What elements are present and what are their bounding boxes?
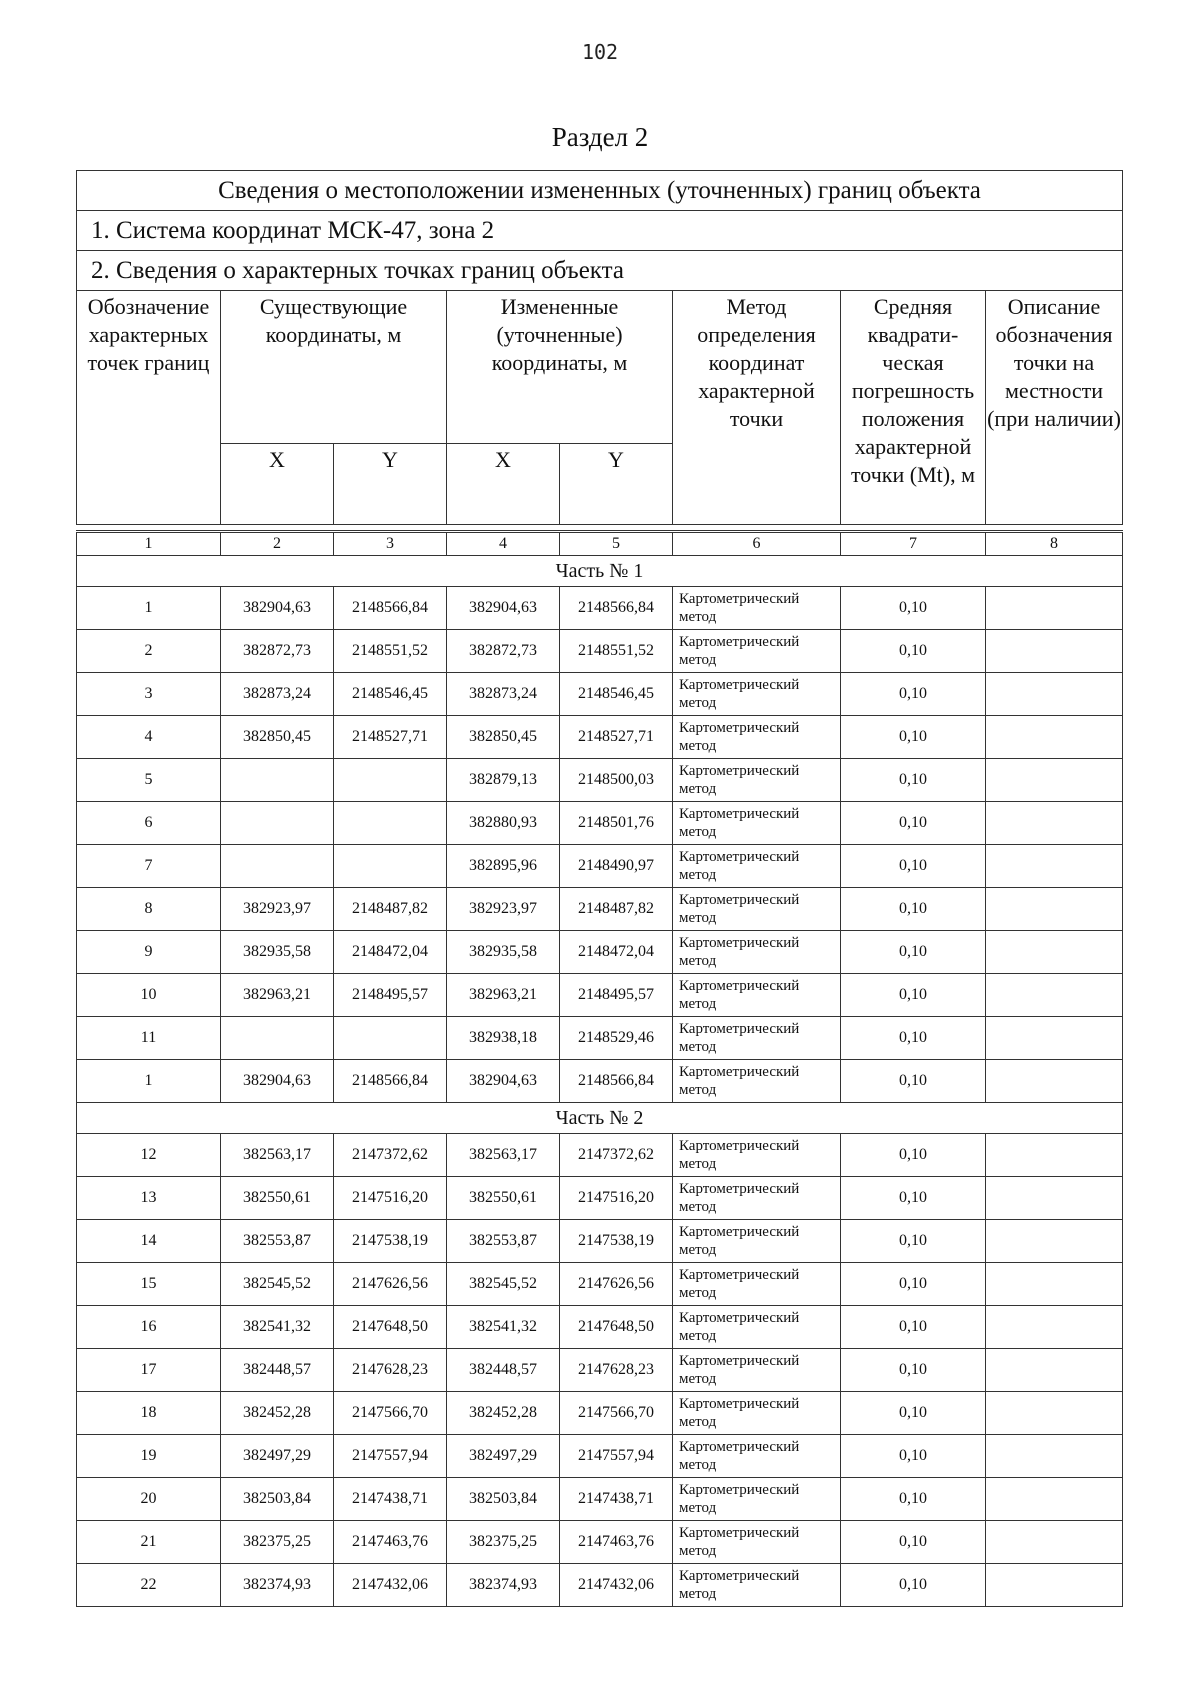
existing-y-cell [334,1017,447,1060]
method-text-line1: Картометрический [679,849,800,865]
point-number-cell: 1 [77,1060,221,1103]
method-text-line2: метод [679,1199,717,1215]
existing-x-cell: 382563,17 [221,1134,334,1177]
changed-y-cell: 2147463,76 [560,1521,673,1564]
changed-x-cell: 382880,93 [447,802,560,845]
point-number-cell: 16 [77,1306,221,1349]
description-cell [986,931,1123,974]
method-cell [673,1263,841,1306]
method-text-line2: метод [679,738,717,754]
existing-x-cell: 382850,45 [221,716,334,759]
method-text-line2: метод [679,1285,717,1301]
table-row [77,673,1123,716]
method-text-line1: Картометрический [679,1310,800,1326]
existing-x-cell [221,845,334,888]
method-cell [673,759,841,802]
description-cell [986,974,1123,1017]
description-cell [986,845,1123,888]
column-number: 6 [673,532,841,556]
changed-x-cell: 382545,52 [447,1263,560,1306]
existing-x-cell [221,802,334,845]
column-number: 1 [77,532,221,556]
header-existing-coordinates: Существующие координаты, м [221,291,447,444]
point-number-cell: 20 [77,1478,221,1521]
table-row [77,1392,1123,1435]
existing-y-cell [334,759,447,802]
point-number-cell: 9 [77,931,221,974]
header-changed-coordinates: Измененные (уточненные) координаты, м [447,291,673,444]
changed-y-cell: 2147628,23 [560,1349,673,1392]
existing-y-cell: 2148487,82 [334,888,447,931]
method-text-line2: метод [679,1543,717,1559]
description-cell [986,630,1123,673]
point-number-cell: 12 [77,1134,221,1177]
point-number-cell: 15 [77,1263,221,1306]
method-text-line1: Картометрический [679,978,800,994]
method-cell [673,802,841,845]
column-number-row [77,532,1123,556]
existing-y-cell: 2147628,23 [334,1349,447,1392]
description-cell [986,802,1123,845]
changed-x-cell: 382448,57 [447,1349,560,1392]
points-info-line: 2. Сведения о характерных точках границ объекта [77,251,1123,291]
table-row [77,888,1123,931]
mean-error-cell: 0,10 [841,630,986,673]
table-row [77,931,1123,974]
table-row [77,716,1123,759]
method-cell [673,974,841,1017]
changed-x-cell: 382904,63 [447,1060,560,1103]
changed-x-cell: 382503,84 [447,1478,560,1521]
table-row [77,1220,1123,1263]
method-text-line2: метод [679,609,717,625]
table-row [77,1564,1123,1607]
description-cell [986,1435,1123,1478]
method-text-line1: Картометрический [679,720,800,736]
method-text-line2: метод [679,1039,717,1055]
changed-y-cell: 2148551,52 [560,630,673,673]
method-text-line1: Картометрический [679,1064,800,1080]
method-text-line2: метод [679,1328,717,1344]
point-number-cell: 14 [77,1220,221,1263]
method-cell [673,1564,841,1607]
point-number-cell: 19 [77,1435,221,1478]
existing-x-cell: 382904,63 [221,587,334,630]
description-cell [986,587,1123,630]
changed-x-cell: 382963,21 [447,974,560,1017]
table-row [77,1017,1123,1060]
changed-x-cell: 382374,93 [447,1564,560,1607]
existing-y-cell [334,845,447,888]
column-number: 3 [334,532,447,556]
mean-error-cell: 0,10 [841,1306,986,1349]
mean-error-cell: 0,10 [841,1521,986,1564]
column-number: 5 [560,532,673,556]
mean-error-cell: 0,10 [841,1017,986,1060]
part-header-row [77,556,1123,587]
method-text-line2: метод [679,910,717,926]
existing-y-cell: 2148472,04 [334,931,447,974]
point-number-cell: 6 [77,802,221,845]
changed-x-cell: 382850,45 [447,716,560,759]
table-row [77,1060,1123,1103]
existing-y-cell: 2148546,45 [334,673,447,716]
description-cell [986,1177,1123,1220]
mean-error-cell: 0,10 [841,673,986,716]
existing-x-cell: 382374,93 [221,1564,334,1607]
mean-error-cell: 0,10 [841,1263,986,1306]
existing-y-cell: 2148566,84 [334,1060,447,1103]
changed-x-cell: 382550,61 [447,1177,560,1220]
point-number-cell: 5 [77,759,221,802]
changed-x-cell: 382938,18 [447,1017,560,1060]
table-row [77,1177,1123,1220]
changed-y-cell: 2148500,03 [560,759,673,802]
method-text-line2: метод [679,652,717,668]
point-number-cell: 17 [77,1349,221,1392]
point-number-cell: 21 [77,1521,221,1564]
mean-error-cell: 0,10 [841,1435,986,1478]
method-text-line1: Картометрический [679,1021,800,1037]
changed-x-cell: 382895,96 [447,845,560,888]
point-number-cell: 7 [77,845,221,888]
mean-error-cell: 0,10 [841,931,986,974]
method-text-line2: метод [679,1082,717,1098]
description-cell [986,1564,1123,1607]
changed-y-cell: 2148487,82 [560,888,673,931]
method-cell [673,1521,841,1564]
existing-y-cell: 2147557,94 [334,1435,447,1478]
mean-error-cell: 0,10 [841,1478,986,1521]
method-text-line2: метод [679,867,717,883]
method-text-line2: метод [679,695,717,711]
method-text-line2: метод [679,1500,717,1516]
existing-x-cell: 382541,32 [221,1306,334,1349]
method-cell [673,931,841,974]
column-number: 4 [447,532,560,556]
description-cell [986,759,1123,802]
header-mean-error: Средняя квадрати-ческая погрешность положения характерной точки (Mt), м [841,291,986,525]
changed-y-cell: 2148490,97 [560,845,673,888]
existing-x-cell [221,1017,334,1060]
existing-y-cell: 2147463,76 [334,1521,447,1564]
changed-x-cell: 382553,87 [447,1220,560,1263]
description-cell [986,673,1123,716]
description-cell [986,1478,1123,1521]
changed-y-cell: 2147566,70 [560,1392,673,1435]
mean-error-cell: 0,10 [841,1349,986,1392]
method-cell [673,845,841,888]
table-row [77,1478,1123,1521]
existing-x-cell: 382497,29 [221,1435,334,1478]
mean-error-cell: 0,10 [841,1177,986,1220]
column-number: 2 [221,532,334,556]
mean-error-cell: 0,10 [841,716,986,759]
existing-x-cell: 382963,21 [221,974,334,1017]
column-number: 8 [986,532,1123,556]
method-text-line1: Картометрический [679,634,800,650]
mean-error-cell: 0,10 [841,888,986,931]
header-point-designation: Обозначение характерных точек границ [77,291,221,525]
changed-x-cell: 382563,17 [447,1134,560,1177]
method-text-line1: Картометрический [679,591,800,607]
table-row [77,1263,1123,1306]
existing-x-cell: 382923,97 [221,888,334,931]
existing-y-cell: 2147648,50 [334,1306,447,1349]
existing-x-cell: 382448,57 [221,1349,334,1392]
table-row [77,974,1123,1017]
method-cell [673,1134,841,1177]
description-cell [986,1263,1123,1306]
table-title: Сведения о местоположении измененных (уточненных) границ объекта [77,171,1123,211]
method-text-line2: метод [679,953,717,969]
existing-x-cell: 382375,25 [221,1521,334,1564]
table-row [77,802,1123,845]
method-text-line1: Картометрический [679,1224,800,1240]
method-cell [673,587,841,630]
description-cell [986,1220,1123,1263]
point-number-cell: 13 [77,1177,221,1220]
description-cell [986,1521,1123,1564]
point-number-cell: 3 [77,673,221,716]
table-row [77,1134,1123,1177]
changed-y-cell: 2148546,45 [560,673,673,716]
description-cell [986,1349,1123,1392]
point-number-cell: 1 [77,587,221,630]
coordinate-system-line: 1. Система координат МСК-47, зона 2 [77,211,1123,251]
existing-x-cell: 382503,84 [221,1478,334,1521]
header-changed-y: Y [560,444,673,525]
method-cell [673,1177,841,1220]
points-table-body [77,532,1123,1607]
method-text-line1: Картометрический [679,935,800,951]
point-number-cell: 11 [77,1017,221,1060]
changed-y-cell: 2147648,50 [560,1306,673,1349]
existing-x-cell: 382935,58 [221,931,334,974]
method-text-line1: Картометрический [679,1138,800,1154]
description-cell [986,1392,1123,1435]
method-text-line1: Картометрический [679,892,800,908]
method-text-line2: метод [679,781,717,797]
column-number: 7 [841,532,986,556]
changed-x-cell: 382497,29 [447,1435,560,1478]
table-row [77,759,1123,802]
existing-y-cell: 2148566,84 [334,587,447,630]
header-changed-x: X [447,444,560,525]
method-cell [673,716,841,759]
point-number-cell: 4 [77,716,221,759]
changed-y-cell: 2148529,46 [560,1017,673,1060]
existing-x-cell: 382452,28 [221,1392,334,1435]
method-text-line1: Картометрический [679,1525,800,1541]
header-existing-x: X [221,444,334,525]
changed-x-cell: 382935,58 [447,931,560,974]
method-text-line2: метод [679,824,717,840]
method-cell [673,1349,841,1392]
mean-error-cell: 0,10 [841,1392,986,1435]
description-cell [986,1134,1123,1177]
existing-x-cell: 382545,52 [221,1263,334,1306]
table-row [77,1349,1123,1392]
existing-y-cell: 2148551,52 [334,630,447,673]
method-cell [673,1435,841,1478]
mean-error-cell: 0,10 [841,1220,986,1263]
mean-error-cell: 0,10 [841,802,986,845]
description-cell [986,1017,1123,1060]
method-text-line1: Картометрический [679,806,800,822]
method-cell [673,1017,841,1060]
description-cell [986,716,1123,759]
existing-y-cell: 2147372,62 [334,1134,447,1177]
mean-error-cell: 0,10 [841,974,986,1017]
header-description: Описание обозначения точки на местности (при наличии) [986,291,1123,525]
changed-y-cell: 2147438,71 [560,1478,673,1521]
mean-error-cell: 0,10 [841,759,986,802]
changed-y-cell: 2147516,20 [560,1177,673,1220]
header-method: Метод определения координат характерной точки [673,291,841,525]
existing-x-cell: 382873,24 [221,673,334,716]
existing-y-cell [334,802,447,845]
changed-y-cell: 2148472,04 [560,931,673,974]
method-cell [673,1478,841,1521]
description-cell [986,1306,1123,1349]
existing-y-cell: 2147432,06 [334,1564,447,1607]
method-cell [673,1392,841,1435]
method-text-line2: метод [679,1414,717,1430]
changed-y-cell: 2147626,56 [560,1263,673,1306]
existing-x-cell: 382550,61 [221,1177,334,1220]
method-text-line2: метод [679,996,717,1012]
method-text-line2: метод [679,1242,717,1258]
mean-error-cell: 0,10 [841,845,986,888]
method-text-line1: Картометрический [679,1396,800,1412]
changed-y-cell: 2147557,94 [560,1435,673,1478]
existing-y-cell: 2147626,56 [334,1263,447,1306]
point-number-cell: 2 [77,630,221,673]
existing-y-cell: 2147538,19 [334,1220,447,1263]
mean-error-cell: 0,10 [841,587,986,630]
description-cell [986,888,1123,931]
method-cell [673,630,841,673]
method-cell [673,673,841,716]
method-text-line1: Картометрический [679,1482,800,1498]
changed-x-cell: 382541,32 [447,1306,560,1349]
changed-y-cell: 2148495,57 [560,974,673,1017]
description-cell [986,1060,1123,1103]
changed-x-cell: 382872,73 [447,630,560,673]
method-text-line1: Картометрический [679,1353,800,1369]
method-text-line2: метод [679,1156,717,1172]
existing-y-cell: 2147566,70 [334,1392,447,1435]
method-text-line2: метод [679,1586,717,1602]
changed-x-cell: 382923,97 [447,888,560,931]
mean-error-cell: 0,10 [841,1134,986,1177]
section-title: Раздел 2 [551,122,649,152]
method-text-line1: Картометрический [679,1267,800,1283]
part-header-row [77,1103,1123,1134]
point-number-cell: 10 [77,974,221,1017]
page-number: 102 [581,40,619,64]
changed-y-cell: 2148566,84 [560,587,673,630]
existing-y-cell: 2148527,71 [334,716,447,759]
table-row [77,1521,1123,1564]
changed-x-cell: 382873,24 [447,673,560,716]
existing-x-cell [221,759,334,802]
part-label: Часть № 1 [77,556,1123,587]
method-cell [673,888,841,931]
existing-y-cell: 2148495,57 [334,974,447,1017]
method-text-line1: Картометрический [679,677,800,693]
table-row [77,1306,1123,1349]
mean-error-cell: 0,10 [841,1564,986,1607]
mean-error-cell: 0,10 [841,1060,986,1103]
table-row [77,630,1123,673]
changed-y-cell: 2147432,06 [560,1564,673,1607]
changed-y-cell: 2148501,76 [560,802,673,845]
table-row [77,1435,1123,1478]
point-number-cell: 18 [77,1392,221,1435]
boundary-header-table [76,170,1123,525]
method-text-line1: Картометрический [679,1181,800,1197]
changed-y-cell: 2147538,19 [560,1220,673,1263]
existing-x-cell: 382872,73 [221,630,334,673]
table-row [77,845,1123,888]
method-cell [673,1060,841,1103]
existing-y-cell: 2147516,20 [334,1177,447,1220]
method-text-line1: Картометрический [679,763,800,779]
method-text-line1: Картометрический [679,1439,800,1455]
existing-x-cell: 382904,63 [221,1060,334,1103]
table-row [77,587,1123,630]
part-label: Часть № 2 [77,1103,1123,1134]
changed-y-cell: 2148566,84 [560,1060,673,1103]
header-existing-y: Y [334,444,447,525]
boundary-points-table [76,530,1123,1607]
point-number-cell: 8 [77,888,221,931]
existing-y-cell: 2147438,71 [334,1478,447,1521]
changed-y-cell: 2147372,62 [560,1134,673,1177]
method-text-line2: метод [679,1371,717,1387]
point-number-cell: 22 [77,1564,221,1607]
changed-x-cell: 382375,25 [447,1521,560,1564]
changed-x-cell: 382904,63 [447,587,560,630]
changed-x-cell: 382879,13 [447,759,560,802]
method-text-line2: метод [679,1457,717,1473]
existing-x-cell: 382553,87 [221,1220,334,1263]
method-cell [673,1220,841,1263]
method-cell [673,1306,841,1349]
changed-x-cell: 382452,28 [447,1392,560,1435]
method-text-line1: Картометрический [679,1568,800,1584]
changed-y-cell: 2148527,71 [560,716,673,759]
